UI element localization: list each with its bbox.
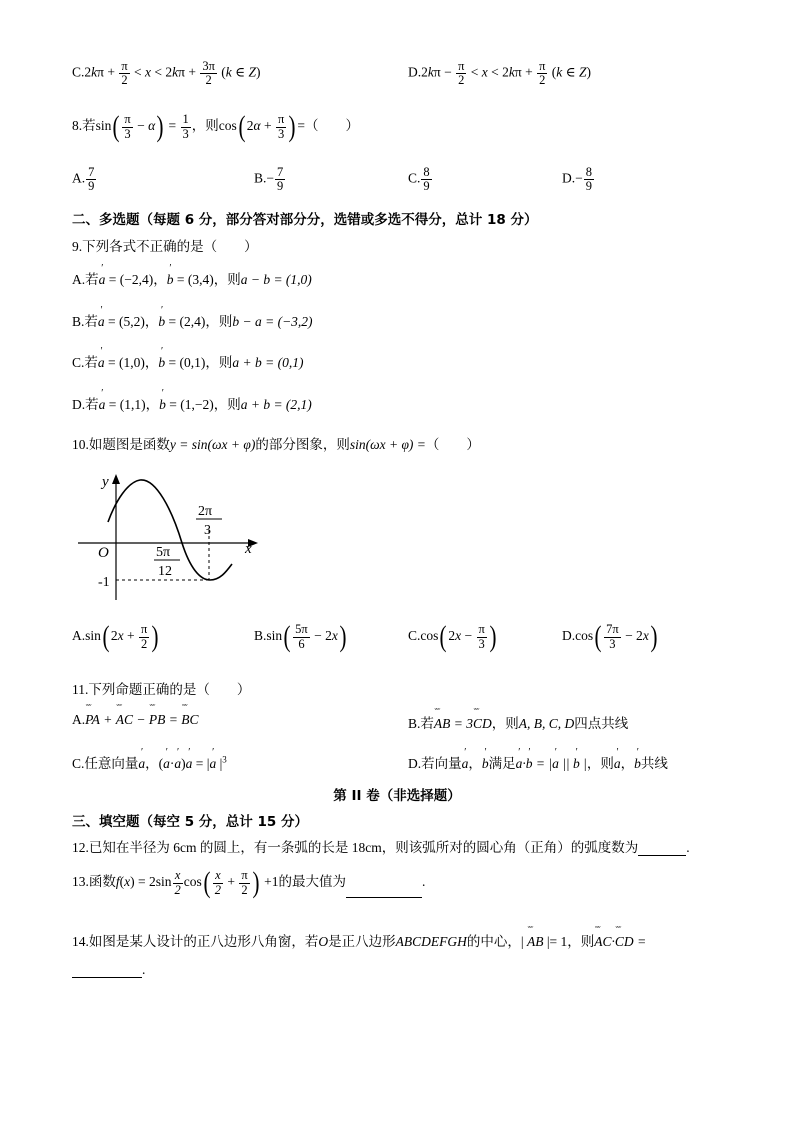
q8-option-b[interactable]: B.− $\frac{7}{9}$ [254, 165, 284, 194]
x-axis-label: x [245, 541, 252, 557]
q10-option-a[interactable]: A.sin( 2x + $\frac{\pi}{2}$ ) [72, 620, 159, 653]
q11-option-c[interactable]: C.任意向量′ a，(′ a·′ a)′ a = |′ a $|^3$ [72, 752, 227, 772]
q10-option-b[interactable]: B.sin( $\frac{5\pi}{6}$ − 2x) [254, 620, 347, 653]
y-axis-arrow [112, 474, 120, 484]
q12-answer-blank[interactable] [638, 855, 686, 856]
tick-label-2pi3-num: 2π [198, 504, 213, 519]
q13: 13.函数f(x) = 2sin $\frac{x}{2}$ cos( $\frac{x}{2}$ + $\frac{\pi}{2}$ ) +1的最大值为 . [72, 866, 426, 899]
q9-option-c[interactable]: C.若′ a = (1,0)，′ b = (0,1)，则a + b = (0,1) [72, 351, 303, 371]
q8-stem: 8.若sin( $\frac{\pi}{3}$ − α) = $\frac{1}{3}$ ，则cos( 2α + $\frac{\pi}{3}$ ) =（ ） [72, 110, 359, 143]
q9-stem: 9.下列各式不正确的是（ ） [72, 239, 258, 254]
y-tick-label: -1 [98, 575, 110, 590]
q9-option-d[interactable]: D.若′ a = (1,1)，′ b = (1,−2)，则a + b = (2,1) [72, 393, 312, 413]
q7-option-d[interactable]: D.2kπ − $\frac{\pi}{2}$ < x < 2kπ + $\frac{\pi}{2}$ (k ∈ Z) [408, 59, 592, 88]
q11-stem: 11.下列命题正确的是（ ） [72, 682, 251, 697]
section-title-fill-in: 三、填空题（每空 5 分，总计 15 分） [72, 814, 308, 830]
q11-option-a[interactable]: A.ˇˇˇ PA + ˇˇˇ AC − ˇˇˇ PB = ˇˇˇ BC [72, 712, 199, 728]
q10-option-c[interactable]: C.cos( 2x − $\frac{\pi}{3}$ ) [408, 620, 497, 653]
q10-stem: 10.如题图是函数y = sin(ωx + φ)的部分图象，则sin(ωx + φ) =（ ） [72, 437, 480, 452]
q7-option-c[interactable]: C.2kπ + $\frac{\pi}{2}$ < x < 2kπ + $\frac{3\pi}{2}$ (k ∈ Z) [72, 59, 261, 88]
tick-label-2pi3-den: 3 [204, 523, 211, 538]
q9-option-a[interactable]: A.若′ a = (−2,4)，′ b = (3,4)，则a − b = (1,0) [72, 268, 312, 288]
y-axis-label: y [102, 474, 109, 490]
q14: 14.如图是某人设计的正八边形八角窗，若O是正八边形ABCDEFGH的中心，| ˇˇˇ AB |= 1，则ˇˇˇ AC·ˇˇˇ CD = [72, 930, 646, 950]
section-title-multiple-choice: 二、多选题（每题 6 分，部分答对部分分，选错或多选不得分，总计 18 分） [72, 212, 538, 228]
q9-option-b[interactable]: B.若′ a = (5,2)，′ b = (2,4)，则b − a = (−3,2) [72, 310, 313, 330]
q11-option-d[interactable]: D.若向量′ a，′ b满足′ a·′ b = |′ a || ′ b |，则′ a，′ b共线 [408, 752, 668, 772]
q10-option-d[interactable]: D.cos( $\frac{7\pi}{3}$ − 2x) [562, 620, 658, 653]
q8-option-a[interactable]: A. $\frac{7}{9}$ [72, 165, 95, 194]
tick-label-5pi12-num: 5π [156, 545, 171, 560]
option-label: D. [408, 64, 422, 80]
option-label: C. [72, 64, 85, 80]
q12: 12.已知在半径为 6cm 的圆上，有一条弧的长是 18cm，则该弧所对的圆心角（正角）的弧度数为 . [72, 840, 690, 855]
tick-label-5pi12-den: 12 [158, 564, 172, 579]
part-ii-title: 第 II 卷（非选择题） [333, 788, 461, 804]
origin-label: O [98, 545, 109, 561]
q8-option-d[interactable]: D.− $\frac{8}{9}$ [562, 165, 592, 194]
q11-option-b[interactable]: B.若ˇˇˇ AB = 3ˇˇˇ CD，则A, B, C, D四点共线 [408, 712, 628, 732]
q13-answer-blank[interactable] [346, 897, 422, 898]
q14-answer-line: . [72, 962, 145, 978]
sine-graph [72, 470, 272, 605]
q14-answer-blank[interactable] [72, 977, 142, 978]
q8-option-c[interactable]: C. $\frac{8}{9}$ [408, 165, 430, 194]
